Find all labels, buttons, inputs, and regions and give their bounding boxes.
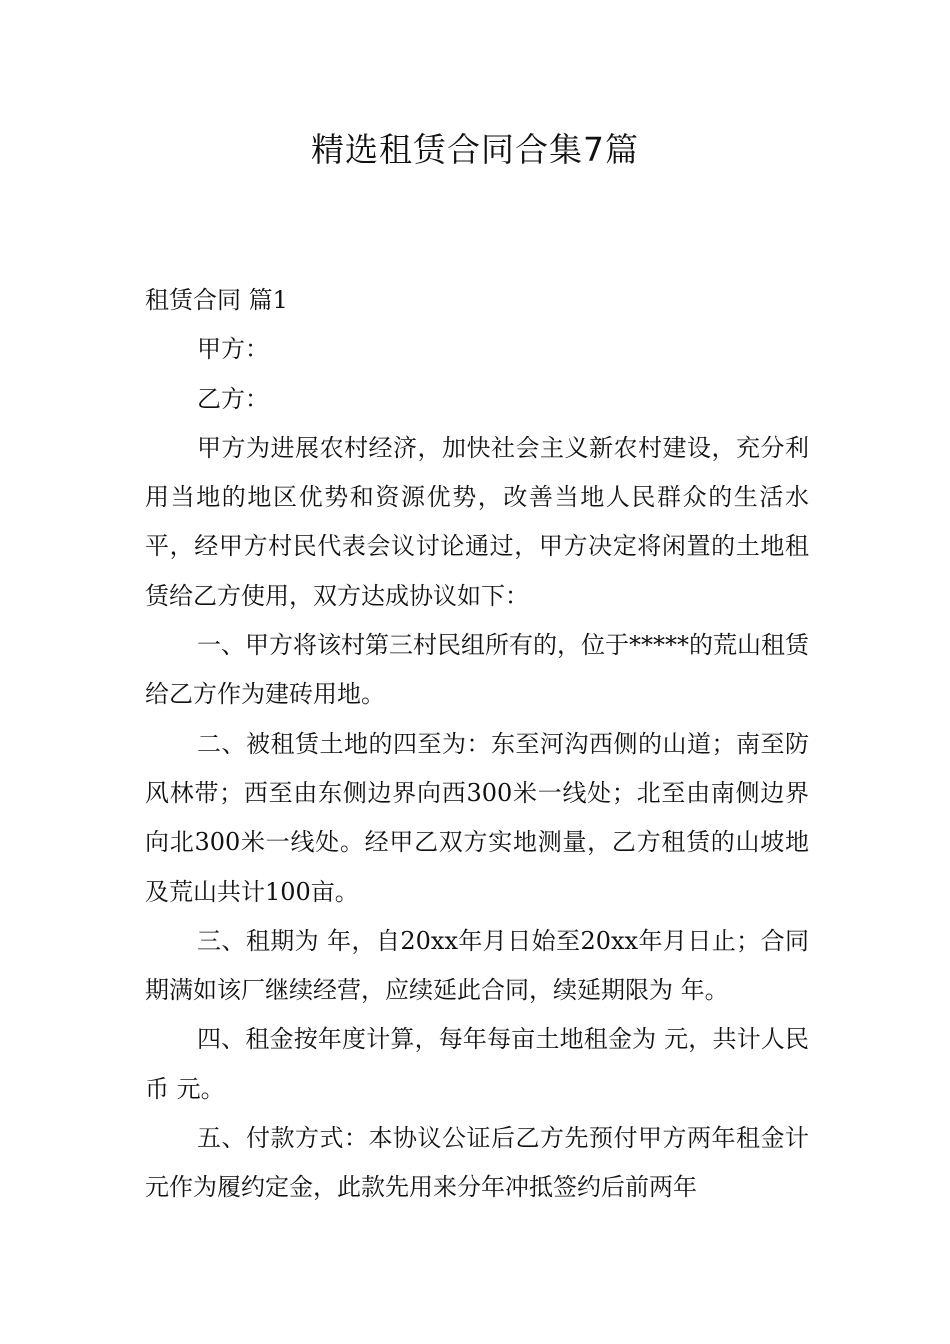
clause-2: 二、被租赁土地的四至为：东至河沟西侧的山道；南至防风林带；西至由东侧边界向西300米一线处；北至由南侧边界向北300米一线处。经甲乙双方实地测量，乙方租赁的山坡地及荒山共计100亩。 bbox=[145, 729, 809, 906]
clause-5: 五、付款方式：本协议公证后乙方先预付甲方两年租金计 元作为履约定金，此款先用来分年冲抵签约后前两年 bbox=[145, 1124, 809, 1202]
clause-4: 四、租金按年度计算，每年每亩土地租金为 元，共计人民币 元。 bbox=[145, 1025, 809, 1103]
document-title: 精选租赁合同合集7篇 bbox=[311, 130, 639, 169]
clause-3: 三、租期为 年，自20xx年月日始至20xx年月日止；合同期满如该厂继续经营，应续延此合同，续延期限为 年。 bbox=[145, 926, 809, 1005]
clause-1: 一、甲方将该村第三村民组所有的，位于*****的荒山租赁给乙方作为建砖用地。 bbox=[145, 631, 809, 709]
section-heading: 租赁合同 篇1 bbox=[145, 286, 288, 314]
document-body bbox=[145, 276, 809, 1213]
party-b-line: 乙方： bbox=[197, 384, 269, 413]
party-a-line: 甲方： bbox=[197, 335, 269, 364]
intro-paragraph: 甲方为进展农村经济，加快社会主义新农村建设，充分利用当地的地区优势和资源优势，改善当地人民群众的生活水平，经甲方村民代表会议讨论通过，甲方决定将闲置的土地租赁给乙方使用，双方达成协议如下： bbox=[145, 433, 809, 610]
